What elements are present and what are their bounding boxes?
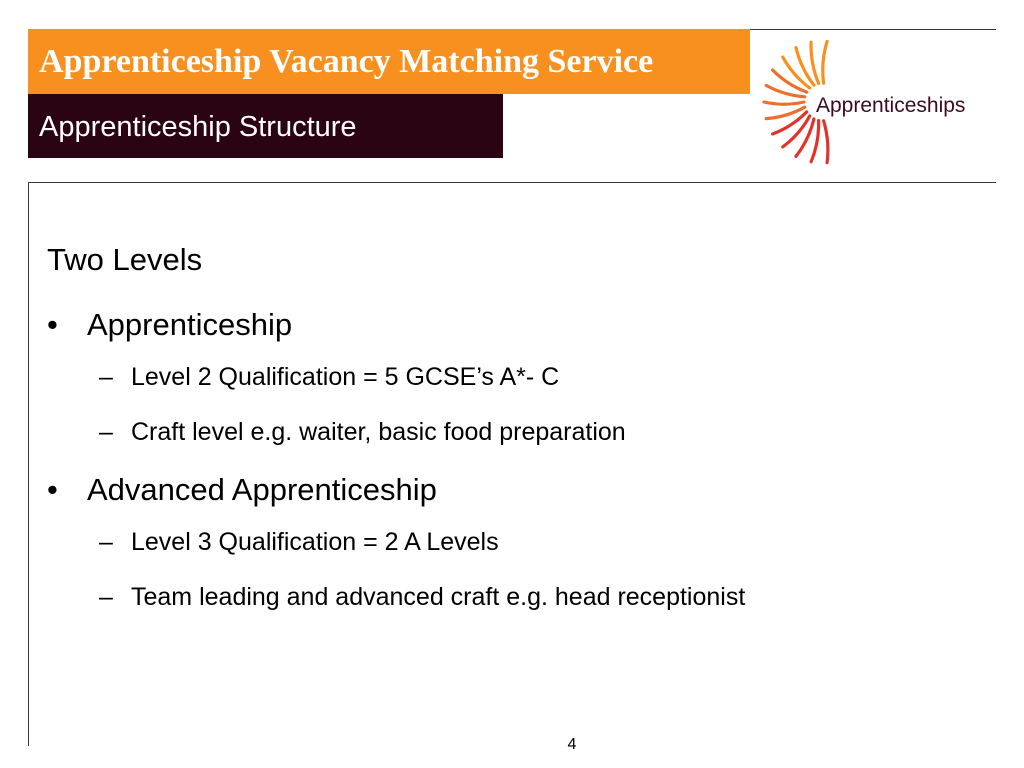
logo-text: Apprenticeships xyxy=(816,94,966,117)
content-body xyxy=(47,238,987,615)
bullet-marker: • xyxy=(47,307,58,342)
slide-subtitle: Apprenticeship Structure xyxy=(39,111,357,143)
sunburst-ray xyxy=(766,107,805,118)
sub-bullet-marker: – xyxy=(99,583,113,611)
header-rule xyxy=(750,29,996,30)
sub-bullet-text: Level 2 Qualification = 5 GCSE’s A*- C xyxy=(131,363,560,391)
sub-bullet-marker: – xyxy=(99,418,113,446)
bullet-label: Apprenticeship xyxy=(87,307,293,342)
sub-bullet-item xyxy=(47,414,987,450)
bullet-label: Advanced Apprenticeship xyxy=(87,472,437,507)
sunburst-ray xyxy=(811,42,819,83)
bullet-item xyxy=(47,468,987,512)
sub-bullet-item xyxy=(47,579,987,615)
sub-bullet-text: Level 3 Qualification = 2 A Levels xyxy=(131,528,499,556)
sunburst-ray xyxy=(824,121,828,163)
sunburst-ray xyxy=(823,41,827,83)
content-heading: Two Levels xyxy=(47,242,203,277)
bullet-item xyxy=(47,303,987,347)
page-number: 4 xyxy=(567,736,577,753)
title-bar xyxy=(28,29,750,94)
sub-bullet-text: Team leading and advanced craft e.g. head receptionist xyxy=(131,583,746,611)
sub-bullet-item xyxy=(47,524,987,560)
bullet-marker: • xyxy=(47,472,58,507)
sub-bullet-marker: – xyxy=(99,528,113,556)
apprenticeships-logo xyxy=(752,40,992,165)
slide-title: Apprenticeship Vacancy Matching Service xyxy=(39,43,654,80)
subtitle-bar xyxy=(28,94,503,158)
content-frame-top xyxy=(28,182,996,183)
content-frame-left xyxy=(28,182,29,746)
sunburst-ray xyxy=(764,102,804,104)
sub-bullet-text: Craft level e.g. waiter, basic food preparation xyxy=(131,418,626,446)
sub-bullet-item xyxy=(47,359,987,395)
sub-bullet-marker: – xyxy=(99,363,113,391)
